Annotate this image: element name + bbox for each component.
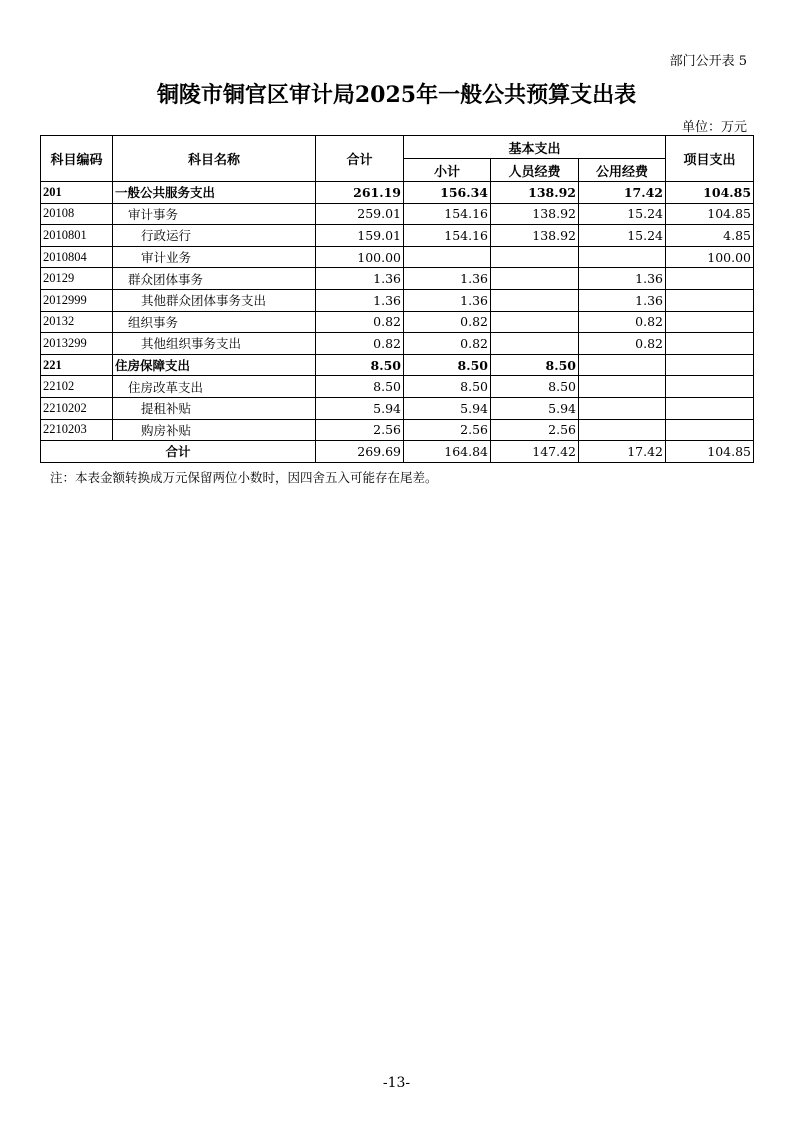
cell-public: 1.36 bbox=[579, 268, 666, 290]
table-row bbox=[41, 182, 754, 204]
header-subtotal: 小计 bbox=[404, 159, 491, 182]
grand-total-project: 104.85 bbox=[666, 441, 754, 463]
cell-code: 22102 bbox=[41, 376, 113, 398]
table-row bbox=[41, 354, 754, 376]
table-row bbox=[41, 333, 754, 355]
cell-subtotal: 2.56 bbox=[404, 419, 491, 441]
cell-subtotal bbox=[404, 246, 491, 268]
cell-personnel: 138.92 bbox=[491, 182, 579, 204]
cell-project bbox=[666, 354, 754, 376]
table-row bbox=[41, 268, 754, 290]
cell-code: 2010804 bbox=[41, 246, 113, 268]
cell-public: 0.82 bbox=[579, 311, 666, 333]
cell-project bbox=[666, 419, 754, 441]
cell-total: 2.56 bbox=[316, 419, 404, 441]
page-title: 铜陵市铜官区审计局2025年一般公共预算支出表 bbox=[156, 82, 637, 108]
cell-total: 8.50 bbox=[316, 376, 404, 398]
header-personnel: 人员经费 bbox=[491, 159, 579, 182]
cell-subtotal: 0.82 bbox=[404, 311, 491, 333]
table-row bbox=[41, 376, 754, 398]
cell-total: 0.82 bbox=[316, 311, 404, 333]
cell-public: 0.82 bbox=[579, 333, 666, 355]
cell-name: 购房补贴 bbox=[113, 419, 316, 441]
cell-subtotal: 154.16 bbox=[404, 203, 491, 225]
cell-total: 1.36 bbox=[316, 268, 404, 290]
cell-public bbox=[579, 419, 666, 441]
cell-subtotal: 1.36 bbox=[404, 289, 491, 311]
cell-personnel: 8.50 bbox=[491, 376, 579, 398]
cell-name: 住房改革支出 bbox=[113, 376, 316, 398]
cell-project: 100.00 bbox=[666, 246, 754, 268]
table-row bbox=[41, 419, 754, 441]
header-project: 项目支出 bbox=[666, 136, 754, 182]
cell-personnel bbox=[491, 311, 579, 333]
cell-personnel: 138.92 bbox=[491, 225, 579, 247]
cell-code: 20129 bbox=[41, 268, 113, 290]
cell-code: 2210203 bbox=[41, 419, 113, 441]
cell-personnel: 2.56 bbox=[491, 419, 579, 441]
header-total: 合计 bbox=[316, 136, 404, 182]
cell-total: 8.50 bbox=[316, 354, 404, 376]
cell-public bbox=[579, 354, 666, 376]
header-basic: 基本支出 bbox=[404, 136, 666, 159]
cell-subtotal: 8.50 bbox=[404, 354, 491, 376]
cell-personnel bbox=[491, 333, 579, 355]
cell-personnel: 138.92 bbox=[491, 203, 579, 225]
table-row bbox=[41, 289, 754, 311]
table-row bbox=[41, 311, 754, 333]
cell-public: 15.24 bbox=[579, 225, 666, 247]
header-name: 科目名称 bbox=[113, 136, 316, 182]
cell-name: 提租补贴 bbox=[113, 397, 316, 419]
cell-total: 1.36 bbox=[316, 289, 404, 311]
cell-code: 2013299 bbox=[41, 333, 113, 355]
cell-total: 159.01 bbox=[316, 225, 404, 247]
cell-personnel: 5.94 bbox=[491, 397, 579, 419]
cell-subtotal: 156.34 bbox=[404, 182, 491, 204]
cell-subtotal: 1.36 bbox=[404, 268, 491, 290]
cell-personnel bbox=[491, 246, 579, 268]
grand-total-row bbox=[41, 441, 754, 463]
header-code: 科目编码 bbox=[41, 136, 113, 182]
cell-project bbox=[666, 289, 754, 311]
cell-name: 行政运行 bbox=[113, 225, 316, 247]
table-row bbox=[41, 225, 754, 247]
cell-public bbox=[579, 397, 666, 419]
cell-public: 15.24 bbox=[579, 203, 666, 225]
cell-personnel bbox=[491, 268, 579, 290]
cell-personnel bbox=[491, 289, 579, 311]
cell-total: 261.19 bbox=[316, 182, 404, 204]
page-number: -13- bbox=[382, 1075, 411, 1091]
cell-name: 审计业务 bbox=[113, 246, 316, 268]
table-row bbox=[41, 203, 754, 225]
cell-code: 2210202 bbox=[41, 397, 113, 419]
cell-public: 17.42 bbox=[579, 182, 666, 204]
cell-name: 组织事务 bbox=[113, 311, 316, 333]
table-row bbox=[41, 397, 754, 419]
cell-code: 20132 bbox=[41, 311, 113, 333]
grand-total-subtotal: 164.84 bbox=[404, 441, 491, 463]
cell-name: 住房保障支出 bbox=[113, 354, 316, 376]
cell-name: 群众团体事务 bbox=[113, 268, 316, 290]
cell-public: 1.36 bbox=[579, 289, 666, 311]
cell-project bbox=[666, 376, 754, 398]
cell-subtotal: 8.50 bbox=[404, 376, 491, 398]
cell-project: 104.85 bbox=[666, 182, 754, 204]
cell-subtotal: 154.16 bbox=[404, 225, 491, 247]
cell-name: 一般公共服务支出 bbox=[113, 182, 316, 204]
cell-subtotal: 0.82 bbox=[404, 333, 491, 355]
cell-project: 104.85 bbox=[666, 203, 754, 225]
budget-table bbox=[40, 135, 754, 463]
cell-project: 4.85 bbox=[666, 225, 754, 247]
footnote: 注：本表金额转换成万元保留两位小数时，因四舍五入可能存在尾差。 bbox=[50, 470, 438, 485]
cell-project bbox=[666, 311, 754, 333]
grand-total-label: 合计 bbox=[41, 441, 316, 463]
cell-project bbox=[666, 397, 754, 419]
cell-code: 221 bbox=[41, 354, 113, 376]
cell-code: 2010801 bbox=[41, 225, 113, 247]
cell-code: 20108 bbox=[41, 203, 113, 225]
unit-label: 单位：万元 bbox=[681, 120, 747, 135]
cell-code: 2012999 bbox=[41, 289, 113, 311]
cell-public bbox=[579, 246, 666, 268]
cell-total: 100.00 bbox=[316, 246, 404, 268]
cell-total: 259.01 bbox=[316, 203, 404, 225]
cell-total: 0.82 bbox=[316, 333, 404, 355]
cell-public bbox=[579, 376, 666, 398]
table-number-label: 部门公开表 5 bbox=[669, 54, 747, 69]
cell-project bbox=[666, 268, 754, 290]
cell-name: 其他组织事务支出 bbox=[113, 333, 316, 355]
cell-personnel: 8.50 bbox=[491, 354, 579, 376]
cell-project bbox=[666, 333, 754, 355]
cell-name: 审计事务 bbox=[113, 203, 316, 225]
grand-total-public: 17.42 bbox=[579, 441, 666, 463]
cell-subtotal: 5.94 bbox=[404, 397, 491, 419]
table-row bbox=[41, 246, 754, 268]
cell-code: 201 bbox=[41, 182, 113, 204]
header-public: 公用经费 bbox=[579, 159, 666, 182]
cell-name: 其他群众团体事务支出 bbox=[113, 289, 316, 311]
grand-total-personnel: 147.42 bbox=[491, 441, 579, 463]
grand-total-total: 269.69 bbox=[316, 441, 404, 463]
cell-total: 5.94 bbox=[316, 397, 404, 419]
